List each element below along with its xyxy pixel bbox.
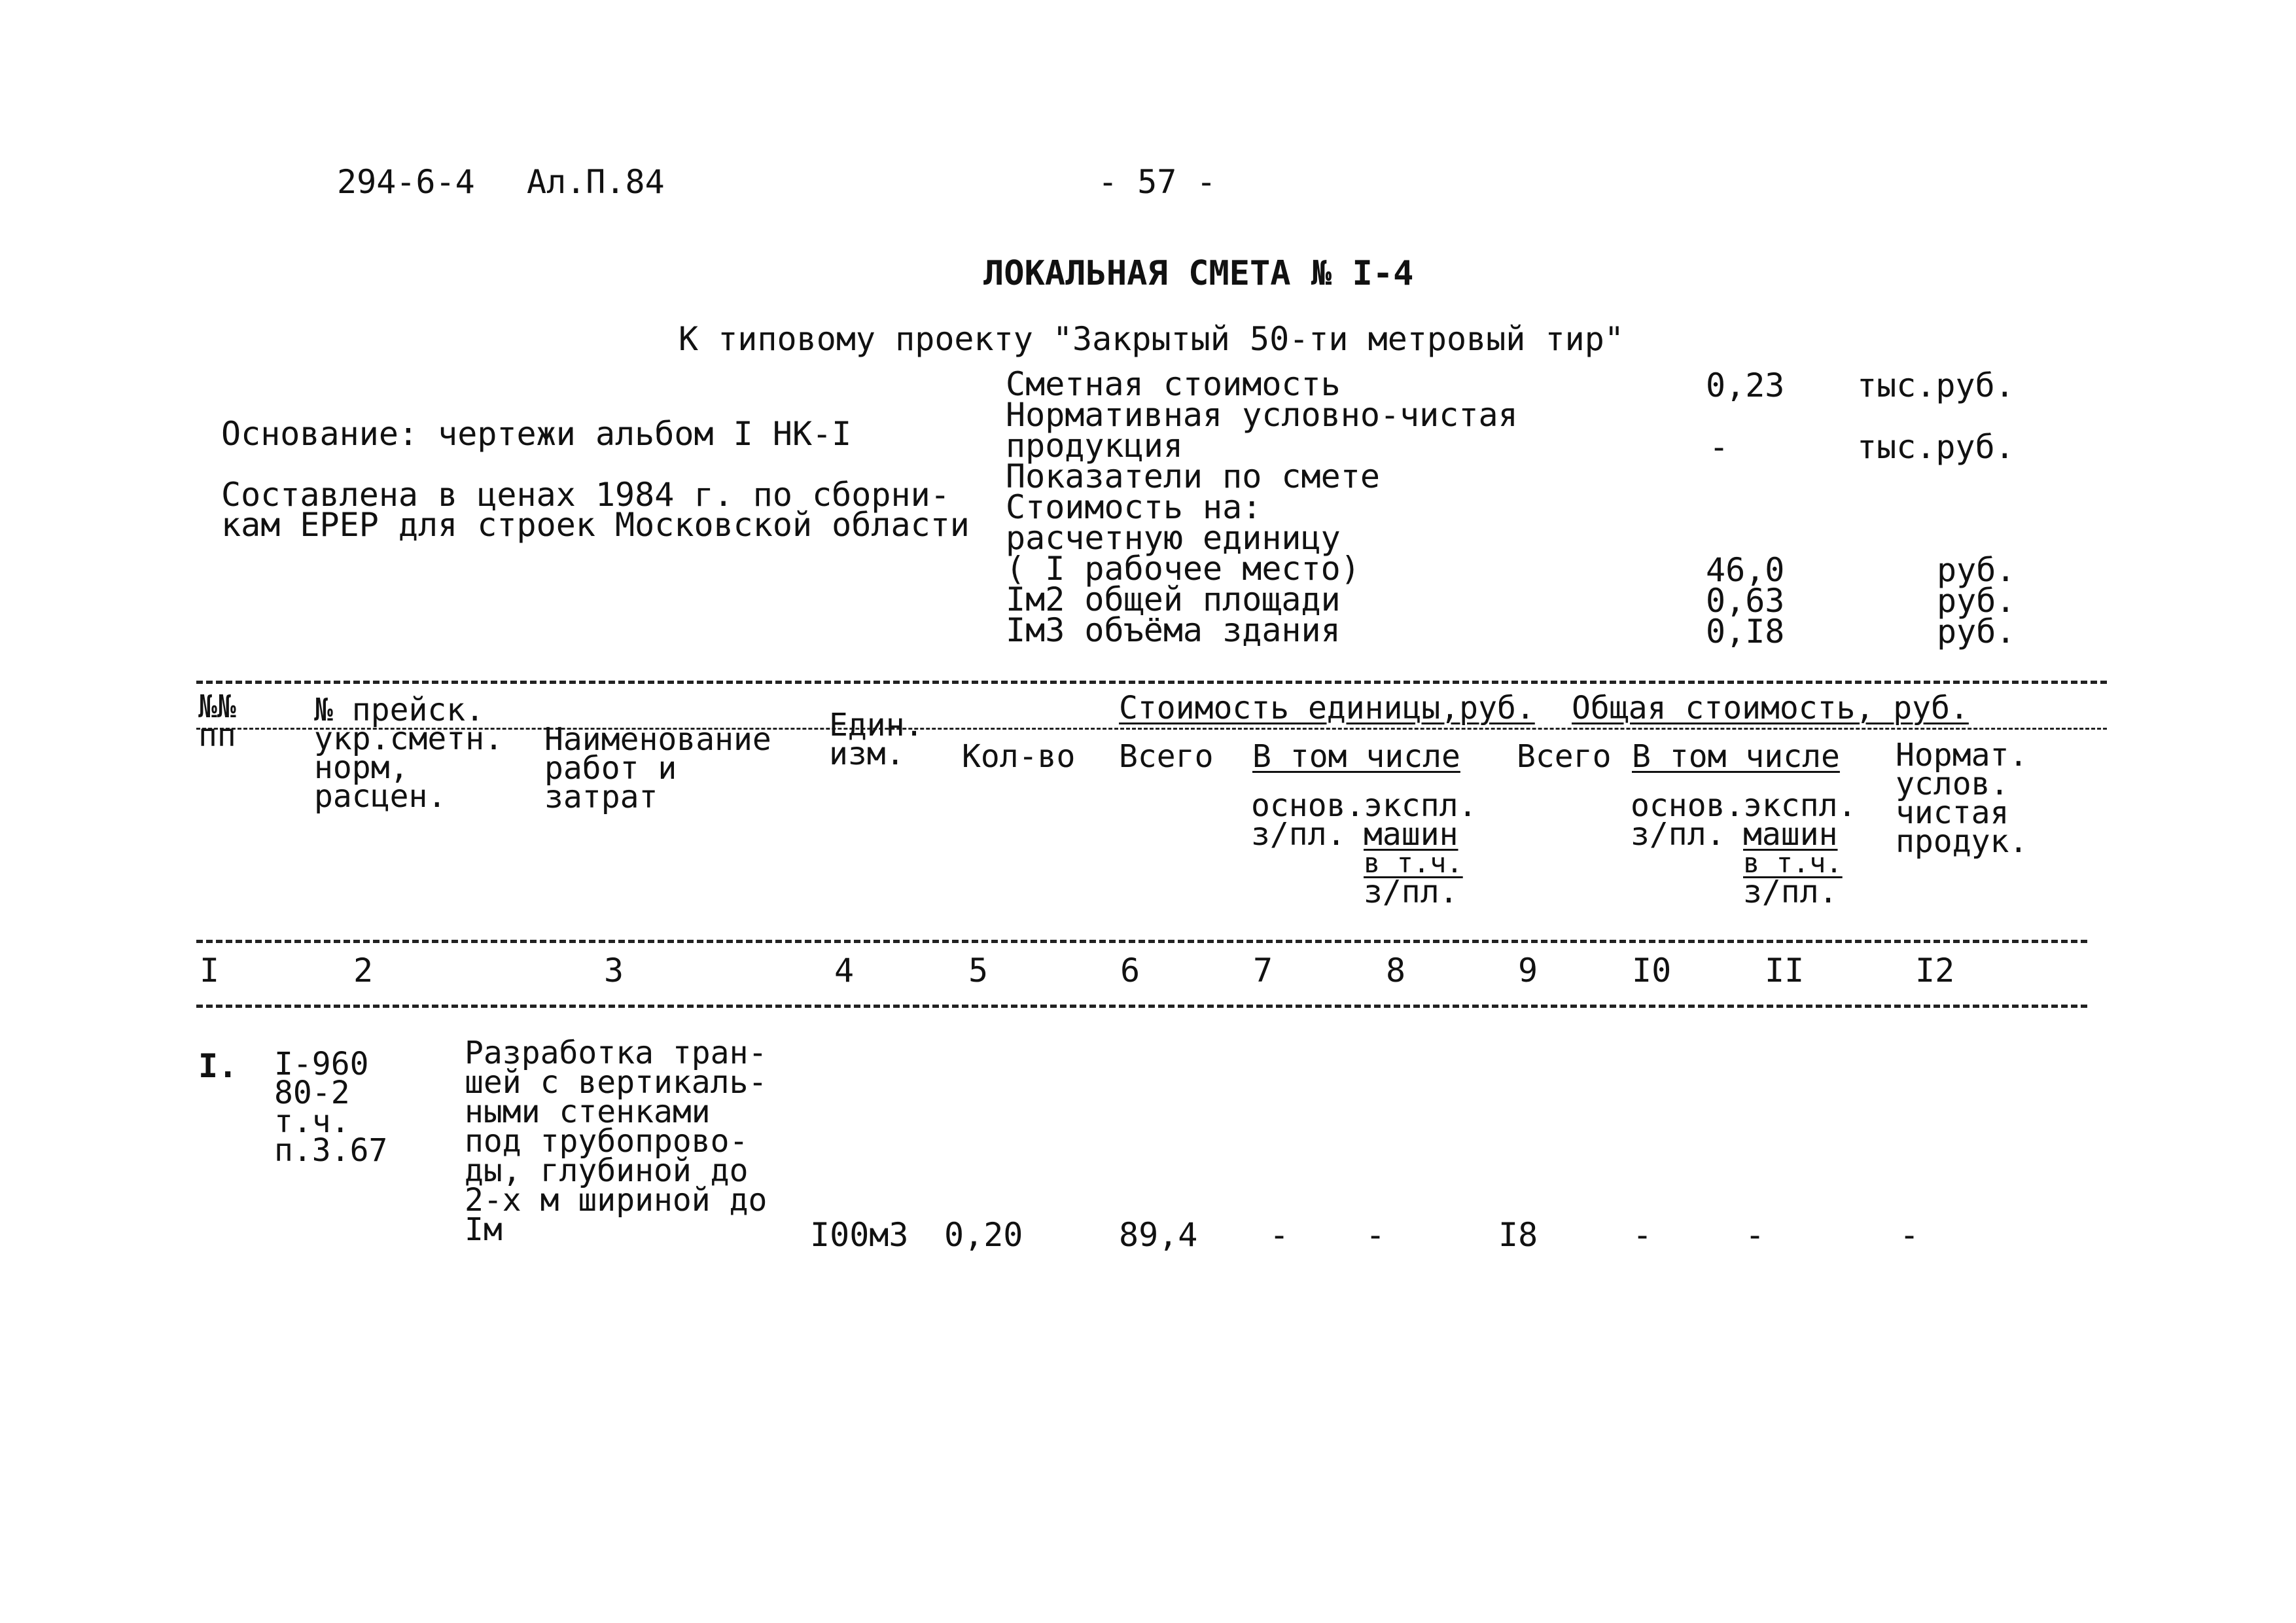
workplace-label: ( I рабочее место) bbox=[1006, 550, 1360, 588]
column-number: 8 bbox=[1386, 952, 1406, 990]
page-subtitle: К типовому проекту "Закрытый 50-ти метровый тир" bbox=[679, 320, 1624, 358]
column-number: 7 bbox=[1253, 952, 1273, 990]
header-col1-line: №№ bbox=[198, 688, 236, 725]
row-number: I. bbox=[198, 1047, 238, 1085]
header-col8-line: в т.ч. bbox=[1364, 847, 1463, 879]
row-code-line: I-960 bbox=[274, 1046, 369, 1082]
row-total-machines: - bbox=[1745, 1216, 1765, 1254]
column-number: I0 bbox=[1632, 952, 1672, 990]
row-name-line: Iм bbox=[465, 1211, 503, 1248]
volume-value: 0,I8 bbox=[1706, 613, 1785, 651]
header-col12-line: услов. bbox=[1896, 766, 2009, 802]
row-code-line: 80-2 bbox=[274, 1075, 350, 1111]
workplace-value: 46,0 bbox=[1706, 551, 1785, 589]
row-name-line: ными стенками bbox=[465, 1094, 711, 1130]
header-col10-line: основ. bbox=[1631, 787, 1744, 824]
header-incl-7-8: В том числе bbox=[1252, 738, 1460, 775]
header-col11-line: машин bbox=[1743, 816, 1838, 853]
header-col11 bbox=[1743, 787, 1857, 910]
row-quantity: 0,20 bbox=[944, 1216, 1023, 1254]
header-col12-line: Нормат. bbox=[1896, 737, 2028, 774]
row-unit-base-wage: - bbox=[1269, 1216, 1290, 1254]
page-number: - 57 - bbox=[1098, 163, 1216, 201]
cost-for-label: Стоимость на: bbox=[1006, 488, 1262, 526]
normative-label-2: продукция bbox=[1006, 427, 1183, 465]
estimated-cost-value: 0,23 bbox=[1706, 366, 1785, 404]
indicators-label: Показатели по смете bbox=[1006, 457, 1380, 495]
row-code-line: т.ч. bbox=[274, 1103, 350, 1140]
header-col9: Всего bbox=[1517, 738, 1612, 775]
area-label: Iм2 общей площади bbox=[1006, 580, 1341, 618]
header-col4-line: изм. bbox=[829, 736, 905, 772]
header-col8 bbox=[1364, 787, 1477, 910]
volume-unit: руб. bbox=[1937, 613, 2016, 651]
row-name-line: под трубопрово- bbox=[465, 1123, 749, 1160]
header-col11-line: в т.ч. bbox=[1743, 847, 1843, 879]
row-unit-total: 89,4 bbox=[1119, 1216, 1198, 1254]
composed-note bbox=[221, 476, 970, 544]
header-col3 bbox=[544, 721, 771, 815]
album-code: Ал.П.84 bbox=[527, 163, 665, 201]
area-value: 0,63 bbox=[1706, 582, 1785, 620]
header-col7-line: основ. bbox=[1251, 787, 1365, 824]
header-col7 bbox=[1251, 787, 1365, 853]
composed-line-2: кам ЕРЕР для строек Московской области bbox=[221, 506, 970, 544]
row-name-line: шей с вертикаль- bbox=[465, 1064, 768, 1101]
header-col2-line: расцен. bbox=[314, 778, 447, 815]
row-name-line: ды, глубиной до bbox=[465, 1152, 749, 1189]
header-col4 bbox=[829, 707, 924, 772]
header-col12-line: продук. bbox=[1896, 823, 2028, 860]
volume-label: Iм3 объёма здания bbox=[1006, 611, 1341, 649]
row-normative: - bbox=[1899, 1216, 1920, 1254]
header-col1 bbox=[198, 688, 236, 754]
header-col12-line: чистая bbox=[1896, 794, 2009, 831]
row-unit: I00м3 bbox=[810, 1216, 909, 1254]
header-col11-line: экспл. bbox=[1743, 787, 1857, 824]
header-col4-line: Един. bbox=[829, 707, 924, 743]
estimated-cost-label: Сметная стоимость bbox=[1006, 365, 1341, 403]
normative-unit: тыс.руб. bbox=[1857, 428, 2015, 466]
row-total-base-wage: - bbox=[1633, 1216, 1653, 1254]
header-col3-line: Наименование bbox=[544, 721, 771, 758]
header-col8-line: экспл. bbox=[1364, 787, 1477, 824]
header-incl-10-11: В том числе bbox=[1632, 738, 1840, 775]
header-col11-line: з/пл. bbox=[1743, 874, 1838, 910]
header-col1-line: пп bbox=[198, 717, 236, 754]
header-unit-cost-group: Стоимость единицы,руб. bbox=[1119, 690, 1535, 726]
header-col3-line: работ и bbox=[544, 750, 677, 787]
page-title: ЛОКАЛЬНАЯ СМЕТА № I-4 bbox=[983, 254, 1414, 293]
header-col10-line: з/пл. bbox=[1631, 816, 1725, 853]
column-number: I2 bbox=[1915, 952, 1955, 990]
header-col2-line: укр.сметн. bbox=[314, 721, 503, 757]
document-code: 294-6-4 bbox=[337, 163, 475, 201]
composed-line-1: Составлена в ценах 1984 г. по сборни- bbox=[221, 476, 950, 514]
header-bottom-rule bbox=[196, 940, 2087, 943]
column-number: 9 bbox=[1518, 952, 1538, 990]
header-col3-line: затрат bbox=[544, 779, 658, 815]
header-col5: Кол-во bbox=[962, 738, 1076, 775]
column-number: 2 bbox=[353, 952, 374, 990]
header-col6: Всего bbox=[1119, 738, 1214, 775]
header-col8-line: з/пл. bbox=[1364, 874, 1458, 910]
row-work-name bbox=[465, 1035, 768, 1248]
header-col2-line: № прейск. bbox=[314, 692, 485, 728]
row-name-line: Разработка тран- bbox=[465, 1035, 768, 1071]
normative-label-1: Нормативная условно-чистая bbox=[1006, 396, 1518, 434]
header-col12 bbox=[1896, 737, 2028, 860]
header-col2 bbox=[314, 692, 503, 815]
row-code bbox=[274, 1046, 388, 1169]
column-number: 4 bbox=[834, 952, 855, 990]
column-number: 6 bbox=[1120, 952, 1140, 990]
row-code-line: п.3.67 bbox=[274, 1132, 388, 1169]
estimated-cost-unit: тыс.руб. bbox=[1857, 366, 2015, 404]
header-total-cost-group: Общая стоимость, руб. bbox=[1572, 690, 1969, 726]
column-number: II bbox=[1765, 952, 1805, 990]
area-unit: руб. bbox=[1937, 582, 2016, 620]
basis-line: Основание: чертежи альбом I НК-I bbox=[221, 415, 852, 453]
column-numbers-bottom-rule bbox=[196, 1005, 2087, 1008]
column-number: 5 bbox=[968, 952, 989, 990]
calc-unit-label: расчетную единицу bbox=[1006, 519, 1341, 557]
workplace-unit: руб. bbox=[1937, 551, 2016, 589]
row-total: I8 bbox=[1498, 1216, 1538, 1254]
column-number: 3 bbox=[604, 952, 624, 990]
normative-value: - bbox=[1709, 428, 1729, 466]
table-top-rule bbox=[196, 681, 2107, 684]
header-col8-line: машин bbox=[1364, 816, 1458, 853]
row-name-line: 2-х м шириной до bbox=[465, 1182, 768, 1219]
row-unit-machines: - bbox=[1366, 1216, 1386, 1254]
summary-labels bbox=[1006, 365, 1518, 649]
header-col2-line: норм, bbox=[314, 749, 409, 786]
column-number: I bbox=[200, 952, 220, 990]
header-col10 bbox=[1631, 787, 1744, 853]
header-col7-line: з/пл. bbox=[1251, 816, 1346, 853]
